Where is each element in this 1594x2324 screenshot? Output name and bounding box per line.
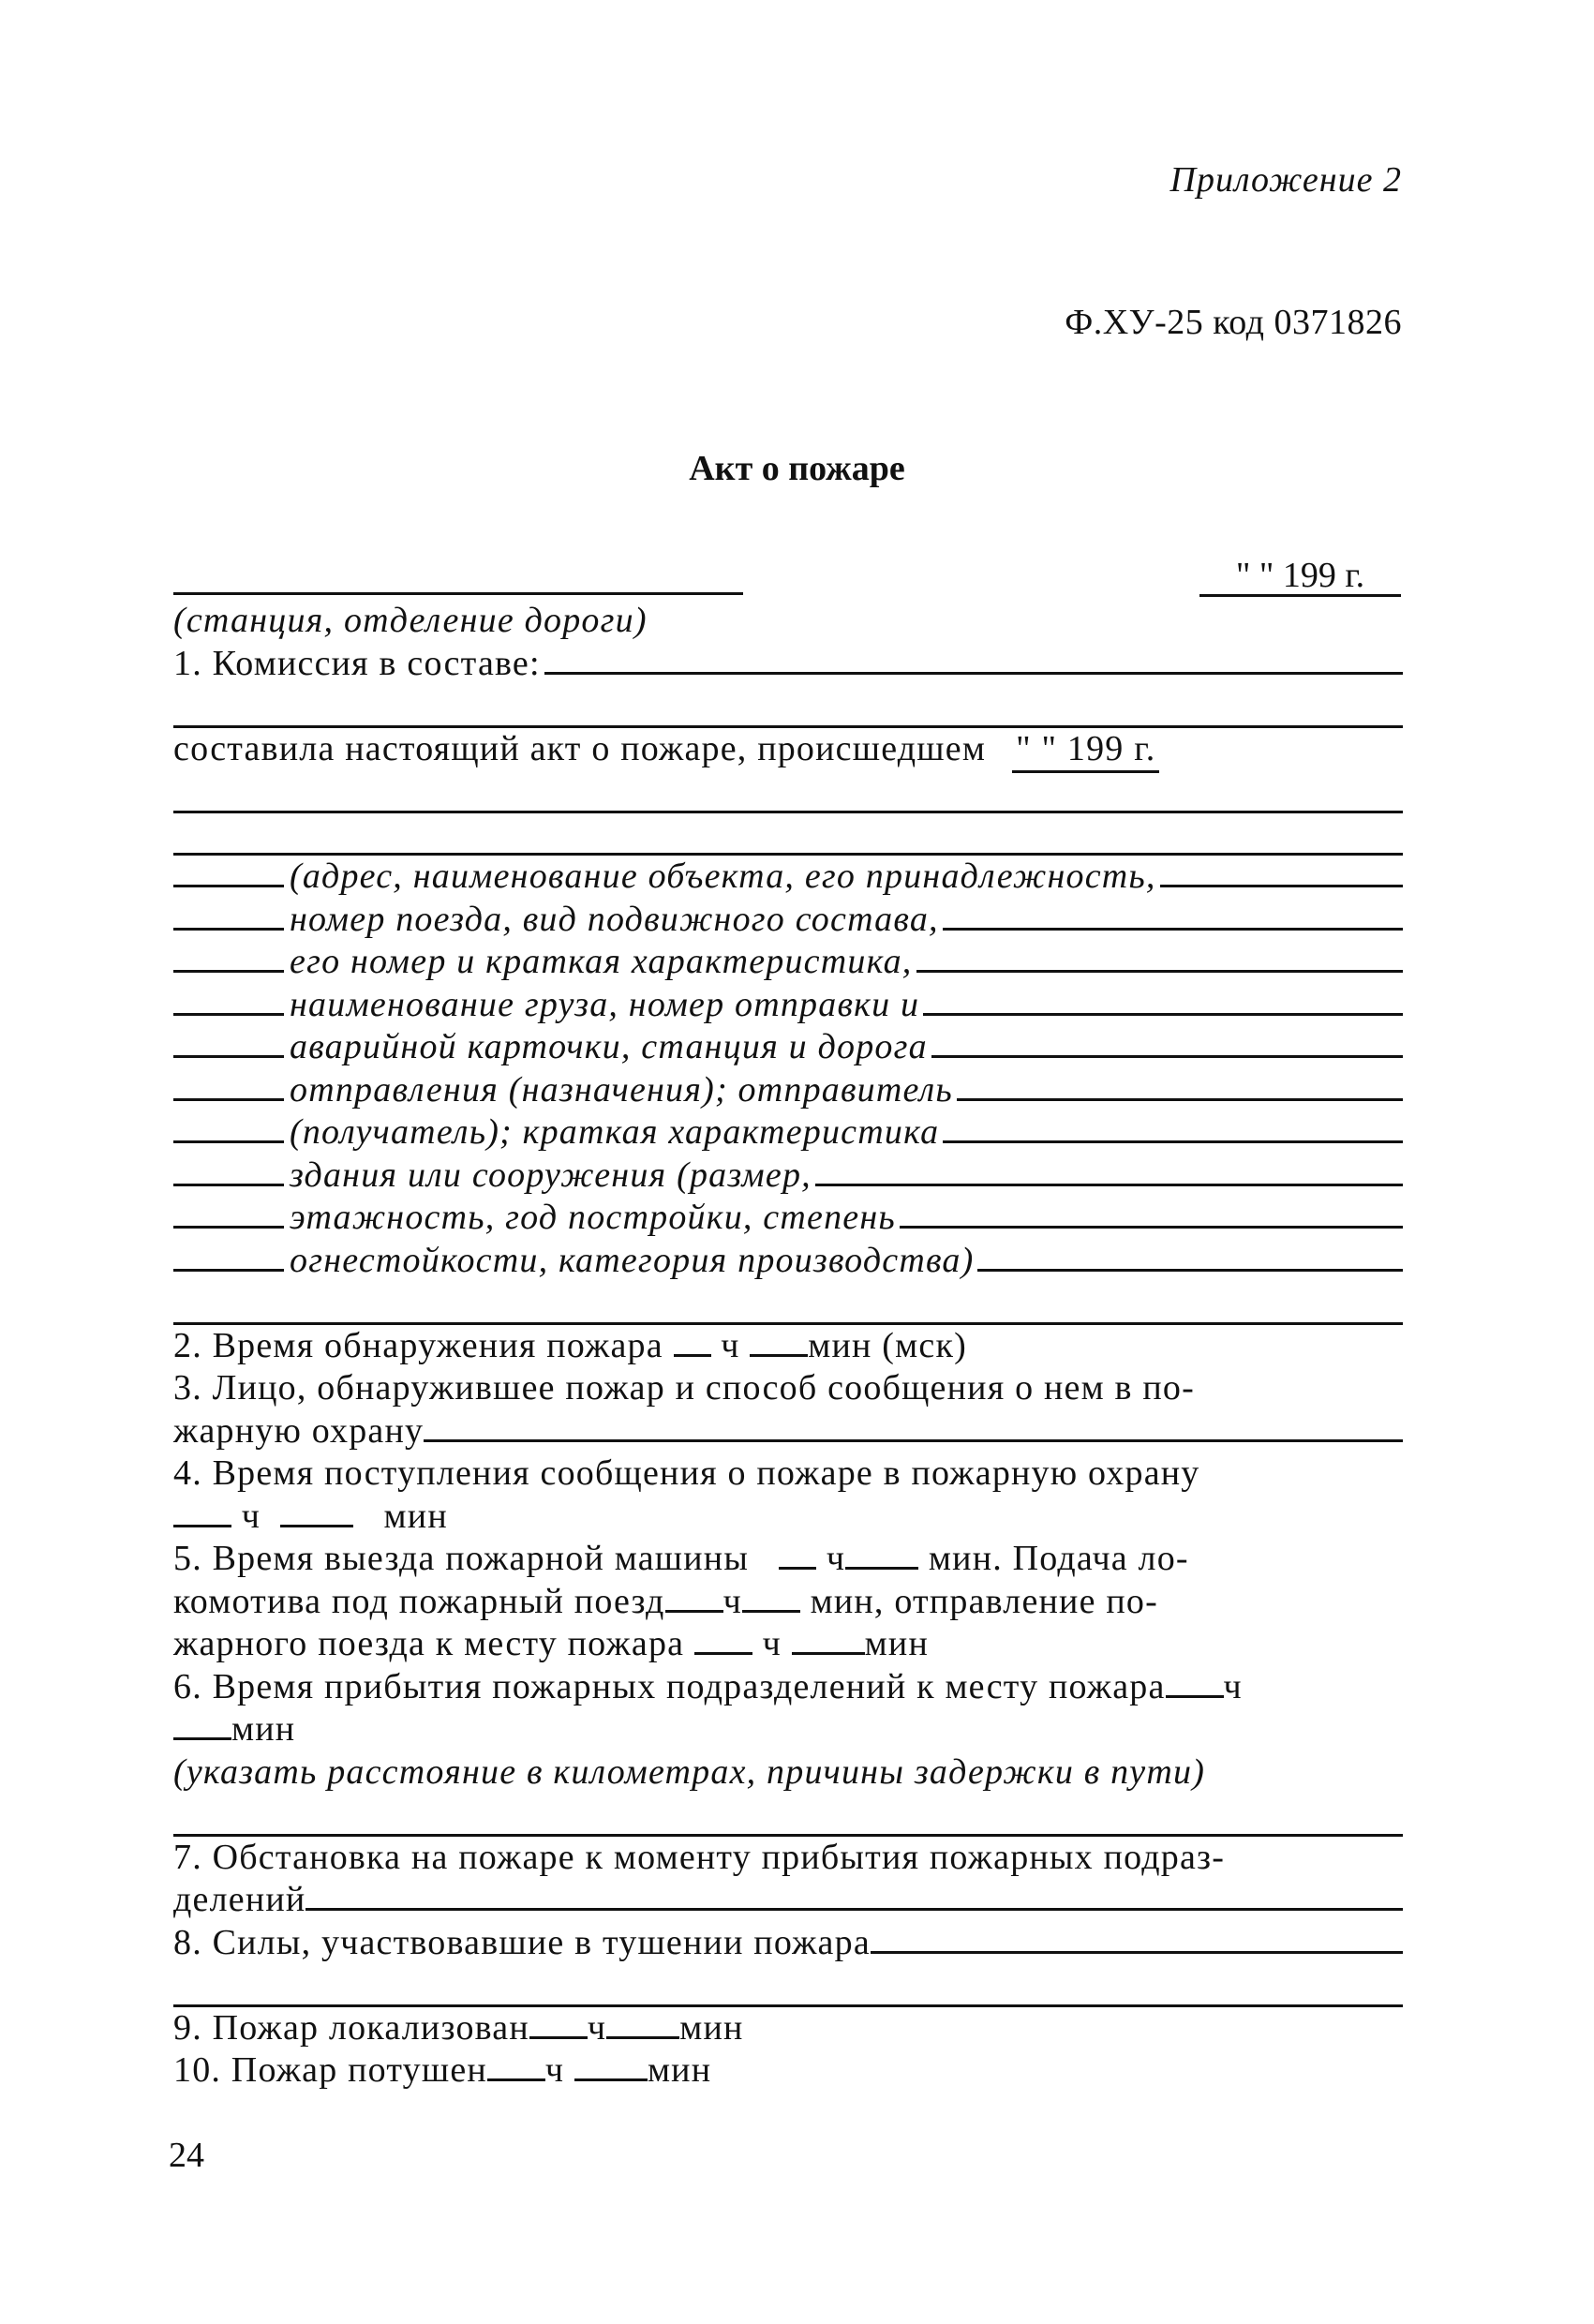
item-7-line-2 (173, 1879, 1403, 1922)
object-field-lead[interactable] (173, 1027, 284, 1058)
object-line (173, 1240, 1403, 1283)
item-5-line-2 (173, 1581, 1403, 1624)
minutes-unit: мин (383, 1496, 448, 1536)
report-hours-field[interactable] (173, 1497, 231, 1527)
minutes-unit: мин (647, 2050, 712, 2090)
hours-unit: ч (723, 1581, 742, 1621)
detection-minutes-field[interactable] (750, 1326, 808, 1357)
item-1-label: 1. Комиссия в составе: (173, 643, 541, 683)
hours-unit: ч (241, 1496, 261, 1536)
object-line (173, 1069, 1403, 1112)
object-field-lead[interactable] (173, 857, 284, 887)
object-field-lead[interactable] (173, 1070, 284, 1101)
form-code: Ф.ХУ-25 код 0371826 (1065, 303, 1402, 342)
object-line-text: этажность, год постройки, степень (290, 1198, 896, 1237)
form-body (173, 600, 1403, 2093)
object-field-tail[interactable] (923, 985, 1403, 1016)
object-field-line-1[interactable] (173, 770, 1403, 813)
item-5-text-c: комотива под пожарный поезд (173, 1581, 665, 1621)
object-field-tail[interactable] (931, 1027, 1403, 1058)
departure-minutes-field[interactable] (845, 1539, 918, 1570)
item-1-continued-text: составила настоящий акт о пожаре, происшедшем (173, 728, 987, 768)
item-3-line-1 (173, 1367, 1403, 1410)
item-7-line-1 (173, 1837, 1403, 1880)
fire-date-field[interactable]: " " 199 г. (1012, 728, 1159, 774)
object-field-tail[interactable] (943, 900, 1403, 931)
object-field-line-3[interactable] (173, 1282, 1403, 1325)
object-line-text: (получатель); краткая характеристика (290, 1112, 940, 1152)
localized-hours-field[interactable] (529, 2008, 588, 2039)
item-7-text: 7. Обстановка на пожаре к моменту прибытия пожарных подраз- (173, 1837, 1226, 1877)
train-hours-field[interactable] (694, 1624, 752, 1655)
train-minutes-field[interactable] (792, 1624, 865, 1655)
object-line-text: его номер и краткая характеристика, (290, 942, 913, 981)
hours-unit: ч (1223, 1666, 1243, 1706)
item-6-text: 6. Время прибытия пожарных подразделений к месту пожара (173, 1666, 1166, 1706)
object-line-text: (адрес, наименование объекта, его принадлежность, (290, 857, 1156, 896)
object-field-tail[interactable] (815, 1155, 1403, 1186)
item-9-text: 9. Пожар локализован (173, 2007, 529, 2048)
document-title: Акт о пожаре (689, 449, 905, 488)
item-5-text-b: мин. Подача ло- (928, 1539, 1189, 1578)
object-line (173, 1155, 1403, 1198)
object-field-lead[interactable] (173, 900, 284, 931)
item-4-line-1 (173, 1452, 1403, 1496)
object-field-tail[interactable] (1160, 857, 1403, 887)
item-6-note (173, 1751, 1403, 1795)
appendix-label: Приложение 2 (1169, 160, 1402, 200)
extinguished-minutes-field[interactable] (574, 2050, 648, 2081)
object-field-lead[interactable] (173, 1112, 284, 1143)
forces-field-continued[interactable] (173, 1964, 1403, 2007)
item-7-text-cont: делений (173, 1880, 306, 1919)
object-line (173, 984, 1403, 1027)
item-4-text: 4. Время поступления сообщения о пожаре в пожарную охрану (173, 1453, 1200, 1493)
item-3-line-2 (173, 1410, 1403, 1453)
minutes-unit: мин (231, 1709, 296, 1749)
station-field[interactable] (173, 592, 743, 595)
object-line-text: огнестойкости, категория производства) (290, 1240, 975, 1280)
object-line-text: отправления (назначения); отправитель (290, 1069, 953, 1110)
object-field-line-2[interactable] (173, 813, 1403, 857)
object-line-text: аварийной карточки, станция и дорога (290, 1027, 928, 1066)
object-line-text: номер поезда, вид подвижного состава, (290, 899, 939, 939)
item-10-text: 10. Пожар потушен (173, 2050, 487, 2090)
item-8-forces (173, 1922, 1403, 1965)
forces-field[interactable] (871, 1923, 1403, 1954)
object-line (173, 1026, 1403, 1069)
object-line-text: здания или сооружения (размер, (290, 1155, 812, 1195)
object-line (173, 899, 1403, 942)
item-2-detection-time (173, 1325, 1403, 1368)
msk-label: (мск) (882, 1325, 967, 1365)
object-field-lead[interactable] (173, 942, 284, 973)
hours-unit: ч (721, 1325, 740, 1365)
commission-field[interactable] (544, 644, 1403, 675)
station-caption: (станция, отделение дороги) (173, 601, 648, 640)
item-5-line-1 (173, 1538, 1403, 1581)
item-5-text-d: мин, отправление по- (810, 1581, 1158, 1621)
minutes-unit: мин (679, 2007, 744, 2048)
localized-minutes-field[interactable] (606, 2008, 679, 2039)
item-9-localized (173, 2007, 1403, 2050)
object-line (173, 1197, 1403, 1240)
object-field-tail[interactable] (943, 1112, 1403, 1143)
detector-field[interactable] (424, 1411, 1403, 1442)
item-3-text-cont: жарную охрану (173, 1410, 425, 1451)
object-field-tail[interactable] (900, 1198, 1403, 1229)
item-10-extinguished (173, 2049, 1403, 2093)
item-2-label: 2. Время обнаружения пожара (173, 1325, 663, 1365)
minutes-unit: мин (864, 1624, 929, 1663)
commission-field-continued[interactable] (173, 685, 1403, 728)
object-field-lead[interactable] (173, 1198, 284, 1229)
item-8-text: 8. Силы, участвовавшие в тушении пожара (173, 1922, 871, 1962)
hours-unit: ч (544, 2050, 565, 2090)
minutes-unit: мин (808, 1325, 872, 1365)
item-5-text-e: жарного поезда к месту пожара (173, 1624, 685, 1663)
extinguished-hours-field[interactable] (487, 2050, 545, 2081)
item-6-note-text: (указать расстояние в километрах, причины задержки в пути) (173, 1751, 1206, 1792)
arrival-minutes-field[interactable] (173, 1709, 231, 1740)
act-date-field[interactable]: " " 199 г. (1199, 557, 1401, 597)
object-line (173, 941, 1403, 984)
hours-unit: ч (587, 2007, 607, 2048)
object-field-lead[interactable] (173, 1155, 284, 1186)
arrival-notes-field[interactable] (173, 1794, 1403, 1837)
object-line (173, 856, 1403, 899)
hours-unit: ч (762, 1624, 782, 1663)
item-5-line-3 (173, 1623, 1403, 1666)
item-6-line-2 (173, 1708, 1403, 1751)
item-6-line-1 (173, 1666, 1403, 1709)
hours-unit: ч (826, 1539, 846, 1578)
item-5-text-a: 5. Время выезда пожарной машины (173, 1539, 750, 1578)
loco-minutes-field[interactable] (742, 1582, 800, 1613)
page-number: 24 (169, 2136, 204, 2175)
report-minutes-field[interactable] (280, 1497, 353, 1527)
arrival-hours-field[interactable] (1166, 1667, 1224, 1698)
departure-hours-field[interactable] (779, 1539, 816, 1570)
item-1-commission (173, 643, 1403, 686)
object-field-tail[interactable] (977, 1241, 1403, 1272)
detection-hours-field[interactable] (674, 1326, 711, 1357)
object-line-text: наименование груза, номер отправки и (290, 984, 920, 1024)
object-field-lead[interactable] (173, 985, 284, 1016)
object-line (173, 1111, 1403, 1155)
object-field-tail[interactable] (916, 942, 1403, 973)
situation-field[interactable] (305, 1880, 1403, 1911)
item-4-line-2 (173, 1496, 1403, 1539)
item-3-text: 3. Лицо, обнаружившее пожар и способ сообщения о нем в по- (173, 1368, 1195, 1408)
object-field-lead[interactable] (173, 1241, 284, 1272)
object-field-tail[interactable] (957, 1070, 1403, 1101)
loco-hours-field[interactable] (665, 1582, 723, 1613)
item-1-continued (173, 728, 1403, 771)
